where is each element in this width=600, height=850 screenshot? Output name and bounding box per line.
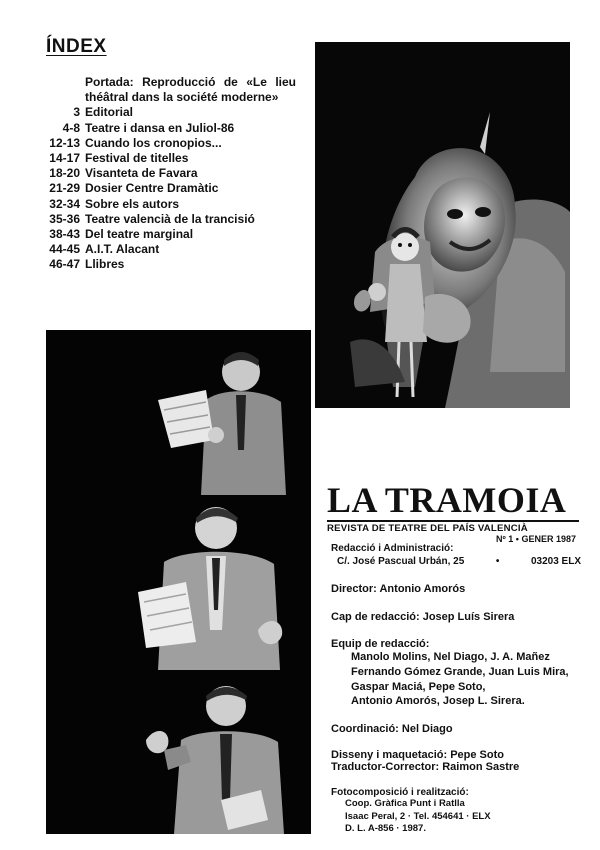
toc-entry bbox=[46, 197, 296, 212]
toc-entry bbox=[46, 136, 296, 151]
magazine-title: LA TRAMOIA bbox=[327, 480, 567, 520]
toc-page-number: 12-13 bbox=[49, 135, 80, 150]
toc-title: Sobre els autors bbox=[85, 196, 180, 211]
issue-number: Nº 1 • GENER 1987 bbox=[496, 534, 576, 544]
toc-title: Llibres bbox=[85, 257, 125, 272]
toc-title: Festival de titelles bbox=[85, 151, 189, 166]
masthead bbox=[327, 481, 579, 544]
toc-page-number: 32-34 bbox=[49, 196, 80, 211]
table-of-contents bbox=[46, 75, 296, 273]
actor-photo-illustration bbox=[46, 330, 311, 834]
toc-page-number: 44-45 bbox=[49, 242, 80, 257]
toc-page-number: 3 bbox=[73, 105, 80, 120]
toc-entry bbox=[46, 121, 296, 136]
toc-entry bbox=[46, 181, 296, 196]
magazine-subtitle: REVISTA DE TEATRE DEL PAÍS VALENCIÀ bbox=[327, 520, 579, 534]
toc-page-number bbox=[46, 75, 85, 105]
printer-line: D. L. A-856 · 1987. bbox=[345, 823, 426, 835]
toc-title: Editorial bbox=[85, 105, 134, 120]
address-bullet: • bbox=[495, 556, 500, 567]
cap-redaccio-line: Cap de redacció: Josep Luís Sirera bbox=[331, 611, 515, 623]
fotocomposicio-label: Fotocomposició i realització: bbox=[331, 787, 469, 799]
director-line: Director: Antonio Amorós bbox=[331, 583, 466, 595]
equip-member-line: Gaspar Maciá, Pepe Soto, bbox=[351, 680, 486, 693]
toc-title: Portada: Reproducció de «Le lieu théâtral dans la société moderne» bbox=[85, 75, 296, 105]
toc-title: Teatre valencià de la trancisió bbox=[85, 211, 255, 226]
coordinacio-line: Coordinació: Nel Diago bbox=[331, 723, 453, 736]
address bbox=[331, 556, 581, 567]
toc-entry bbox=[46, 166, 296, 181]
toc-page-number: 18-20 bbox=[49, 166, 80, 181]
toc-page-number: 35-36 bbox=[49, 211, 80, 226]
address-street: C/. José Pascual Urbán, 25 bbox=[337, 556, 465, 567]
toc-title: Cuando los cronopios... bbox=[85, 135, 222, 150]
toc-title: A.I.T. Alacant bbox=[85, 242, 160, 257]
index-title: ÍNDEX bbox=[46, 36, 107, 57]
address-city: 03203 ELX bbox=[530, 556, 581, 567]
toc-title: Visanteta de Favara bbox=[85, 166, 198, 181]
toc-entry bbox=[46, 105, 296, 120]
toc-title: Dosier Centre Dramàtic bbox=[85, 181, 219, 196]
redaccio-label: Redacció i Administració: bbox=[331, 543, 454, 554]
traductor-line: Traductor-Corrector: Raimon Sastre bbox=[331, 761, 520, 774]
actor-photo bbox=[46, 330, 311, 834]
toc-entry bbox=[46, 151, 296, 166]
toc-title: Teatre i dansa en Juliol-86 bbox=[85, 120, 235, 135]
puppet-photo-illustration bbox=[315, 42, 570, 408]
puppet-photo bbox=[315, 42, 570, 408]
toc-entry bbox=[46, 212, 296, 227]
equip-member-line: Antonio Amorós, Josep L. Sirera. bbox=[351, 695, 525, 708]
toc-title: Del teatre marginal bbox=[85, 227, 194, 242]
toc-page-number: 21-29 bbox=[49, 181, 80, 196]
credits-block bbox=[331, 543, 581, 836]
toc-entry bbox=[46, 242, 296, 257]
toc-page-number: 38-43 bbox=[49, 227, 80, 242]
toc-page-number: 4-8 bbox=[62, 120, 80, 135]
toc-entry bbox=[46, 227, 296, 242]
printer-line: Isaac Peral, 2 · Tel. 454641 · ELX bbox=[345, 810, 491, 822]
disseny-line: Disseny i maquetació: Pepe Soto bbox=[331, 749, 504, 762]
toc-entry bbox=[46, 257, 296, 272]
equip-member-line: Fernando Gómez Grande, Juan Luis Mira, bbox=[351, 665, 569, 678]
equip-label: Equip de redacció: bbox=[331, 638, 430, 650]
equip-member-line: Manolo Molins, Nel Diago, J. A. Mañez bbox=[351, 651, 550, 663]
toc-entry bbox=[46, 75, 296, 105]
printer-line: Coop. Gràfica Punt i Ratlla bbox=[345, 798, 465, 810]
toc-page-number: 46-47 bbox=[49, 257, 80, 272]
toc-page-number: 14-17 bbox=[49, 151, 80, 166]
